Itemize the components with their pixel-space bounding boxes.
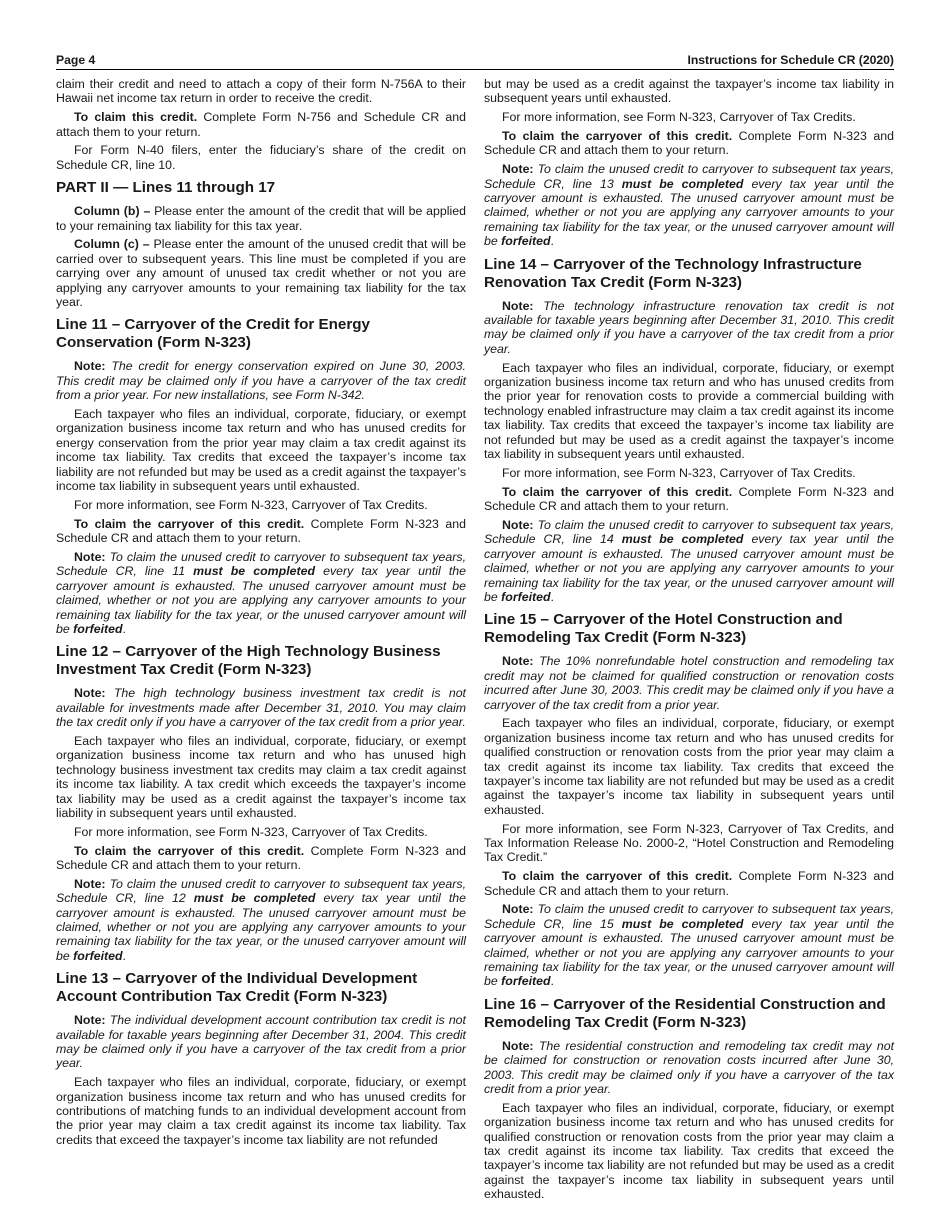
more-info-line-12: For more information, see Form N-323, Carryover of Tax Credits. [74,824,428,839]
section-heading-line-13: Line 13 – Carryover of the Individual Development Account Contribution Tax Credit (Form N-323) [56,970,418,1006]
claim-carryover-line-14: To claim the carryover of this credit. Complete Form N-323 and Schedule CR and attach them to your return. [484,484,894,514]
paragraph-continuation: claim their credit and need to attach a copy of their form N-756A to their Hawaii net income tax return in order to receive the credit. [56,77,466,106]
paragraph-column-b: Column (b) – Please enter the amount of the credit that will be applied to your remaining tax liability for this tax year. [56,204,466,233]
body-line-13: Each taxpayer who files an individual, corporate, fiduciary, or exempt organization business income tax return and who has unused credits for contributions of matching funds to an individual development account from the prior year may claim a tax credit against its income tax liability. Tax credits that exceed the taxpayer’s income tax liability are not refunded [56,1075,466,1147]
paragraph-continuation: but may be used as a credit against the taxpayer’s income tax liability in subsequent years until exhausted. [484,77,894,106]
claim-label: To claim this credit. [74,110,198,125]
unused-note-line-14: Note: To claim the unused credit to carryover to subsequent tax years, Schedule CR, line 14 must be completed every tax year until the carryover amount is exhausted. The unused carryover amount must be claimed, whether or not you are applying any carryover amounts to your remaining tax liability for the tax year, or the unused carryover amount will be forfeited. [484,517,894,604]
claim-carryover-line-15: To claim the carryover of this credit. Complete Form N-323 and Schedule CR and attach them to your return. [484,869,894,898]
section-heading-part-ii: PART II — Lines 11 through 17 [56,179,276,197]
left-column [56,77,466,1152]
page-number: Page 4 [56,53,96,67]
section-heading-line-11: Line 11 – Carryover of the Credit for Energy Conservation (Form N-323) [56,316,370,352]
body-line-16: Each taxpayer who files an individual, corporate, fiduciary, or exempt organization business income tax return and who has unused credits for qualified construction or renovation costs from the prior year may claim a tax credit against its income tax liability. Tax credits that exceed the taxpayer’s income tax liability are not refunded but may be used as a credit against the taxpayer’s income tax liability in subsequent years until exhausted. [484,1100,894,1202]
more-info-line-14: For more information, see Form N-323, Carryover of Tax Credits. [502,465,856,480]
section-heading-line-14: Line 14 – Carryover of the Technology Infrastructure Renovation Tax Credit (Form N-323) [484,255,862,291]
more-info-line-13: For more information, see Form N-323, Carryover of Tax Credits. [502,110,856,125]
claim-carryover-line-11: To claim the carryover of this credit. Complete Form N-323 and Schedule CR and attach them to your return. [56,516,466,546]
note-line-12: Note: The high technology business investment tax credit is not available for investments made after December 31, 2010. You may claim the tax credit only if you have a carryover of the tax credit from a prior year. [56,686,466,730]
unused-note-line-13: Note: To claim the unused credit to carryover to subsequent tax years, Schedule CR, line 13 must be completed every tax year until the carryover amount is exhausted. The unused carryover amount must be claimed, whether or not you are applying any carryover amounts to your remaining tax liability for the tax year, or the unused carryover amount will be forfeited. [484,162,894,249]
note-line-15: Note: The 10% nonrefundable hotel construction and remodeling tax credit may not be claimed for qualified construction or renovation costs incurred after June 30, 2003. This credit may be claimed only if you have a carryover of the tax credit from a prior year. [484,654,894,712]
unused-note-line-12: Note: To claim the unused credit to carryover to subsequent tax years, Schedule CR, line 12 must be completed every tax year until the carryover amount is exhausted. The unused carryover amount must be claimed, whether or not you are applying any carryover amounts to your remaining tax liability for the tax year, or the unused carryover amount will be forfeited. [56,876,466,963]
body-line-11: Each taxpayer who files an individual, corporate, fiduciary, or exempt organization business income tax return and who has unused credits for energy conservation from the prior year may claim a tax credit against its income tax liability. Tax credits that exceed the taxpayer’s income tax liability are not refunded but may be used as a credit against the taxpayer’s income tax liability in subsequent years until exhausted. [56,407,466,494]
page-header [56,53,894,70]
more-info-line-11: For more information, see Form N-323, Carryover of Tax Credits. [74,497,428,512]
section-heading-line-15: Line 15 – Carryover of the Hotel Construction and Remodeling Tax Credit (Form N-323) [484,611,843,647]
note-line-13: Note: The individual development account contribution tax credit is not available for taxable years beginning after December 31, 2004. This credit may be claimed only if you have a carryover of the tax credit from a prior year. [56,1013,466,1071]
section-heading-line-16: Line 16 – Carryover of the Residential Construction and Remodeling Tax Credit (Form N-323) [484,995,886,1031]
note-line-11: Note: The credit for energy conservation expired on June 30, 2003. This credit may be claimed only if you have a carryover of the tax credit from a prior year. For new installations, see Form N-342. [56,359,466,403]
unused-note-line-15: Note: To claim the unused credit to carryover to subsequent tax years, Schedule CR, line 15 must be completed every tax year until the carryover amount is exhausted. The unused carryover amount must be claimed, whether or not you are applying any carryover amounts to your remaining tax liability for the tax year, or the unused carryover amount will be forfeited. [484,902,894,989]
claim-carryover-line-13: To claim the carryover of this credit. Complete Form N-323 and Schedule CR and attach them to your return. [484,129,894,158]
right-column [484,77,894,1206]
unused-note-line-11: Note: To claim the unused credit to carryover to subsequent tax years, Schedule CR, line 11 must be completed every tax year until the carryover amount is exhausted. The unused carryover amount must be claimed, whether or not you are applying any carryover amounts to your remaining tax liability for the tax year, or the unused carryover amount will be forfeited. [56,549,466,636]
body-line-12: Each taxpayer who files an individual, corporate, fiduciary, or exempt organization business income tax return and who has unused high technology business investment tax credits may claim a tax credit against its income tax liability. A tax credit which exceeds the taxpayer’s income tax liability may be used as a credit against the taxpayer’s income tax liability in subsequent years until exhausted. [56,733,466,820]
body-line-14: Each taxpayer who files an individual, corporate, fiduciary, or exempt organization business income tax return and who has unused credits from the prior year for renovation costs to provide a commercial building with technology enabled infrastructure may claim a tax credit against its income tax liability. Tax credits that exceed the taxpayer’s income tax liability are not refunded but may be used as a credit against the taxpayer’s income tax liability in subsequent years until exhausted. [484,360,894,462]
paragraph-n40: For Form N-40 filers, enter the fiduciary’s share of the credit on Schedule CR, line 10. [56,143,466,172]
more-info-line-15: For more information, see Form N-323, Carryover of Tax Credits, and Tax Information Release No. 2000-2, “Hotel Construction and Remodeling Tax Credit.” [484,821,894,865]
paragraph-column-c: Column (c) – Please enter the amount of the unused credit that will be carried over to subsequent years. This line must be completed if you are carrying over any amount of unused tax credit whether or not you are applying any carryover amounts to your remaining tax liability for the tax year. [56,237,467,310]
document-title: Instructions for Schedule CR (2020) [687,53,894,67]
body-line-15: Each taxpayer who files an individual, corporate, fiduciary, or exempt organization business income tax return and who has unused credits for qualified construction or renovation costs from the prior year may claim a tax credit against its income tax liability. Tax credits that exceed the taxpayer’s income tax liability are not refunded but may be used as a credit against the taxpayer’s income tax liability in subsequent years until exhausted. [484,716,894,817]
note-line-14: Note: The technology infrastructure renovation tax credit is not available for taxable years beginning after December 31, 2010. This credit may be claimed only if you have a carryover of the tax credit from a prior year. [484,298,894,356]
claim-carryover-line-12: To claim the carryover of this credit. Complete Form N-323 and Schedule CR and attach them to your return. [56,843,466,872]
paragraph-claim-credit: To claim this credit. Complete Form N-756 and Schedule CR and attach them to your return. [56,110,466,139]
note-line-16: Note: The residential construction and remodeling tax credit may not be claimed for construction or renovation costs incurred after June 30, 2003. This credit may be claimed only if you have a carryover of the tax credit from a prior year. [484,1038,894,1097]
section-heading-line-12: Line 12 – Carryover of the High Technology Business Investment Tax Credit (Form N-323) [56,643,441,679]
